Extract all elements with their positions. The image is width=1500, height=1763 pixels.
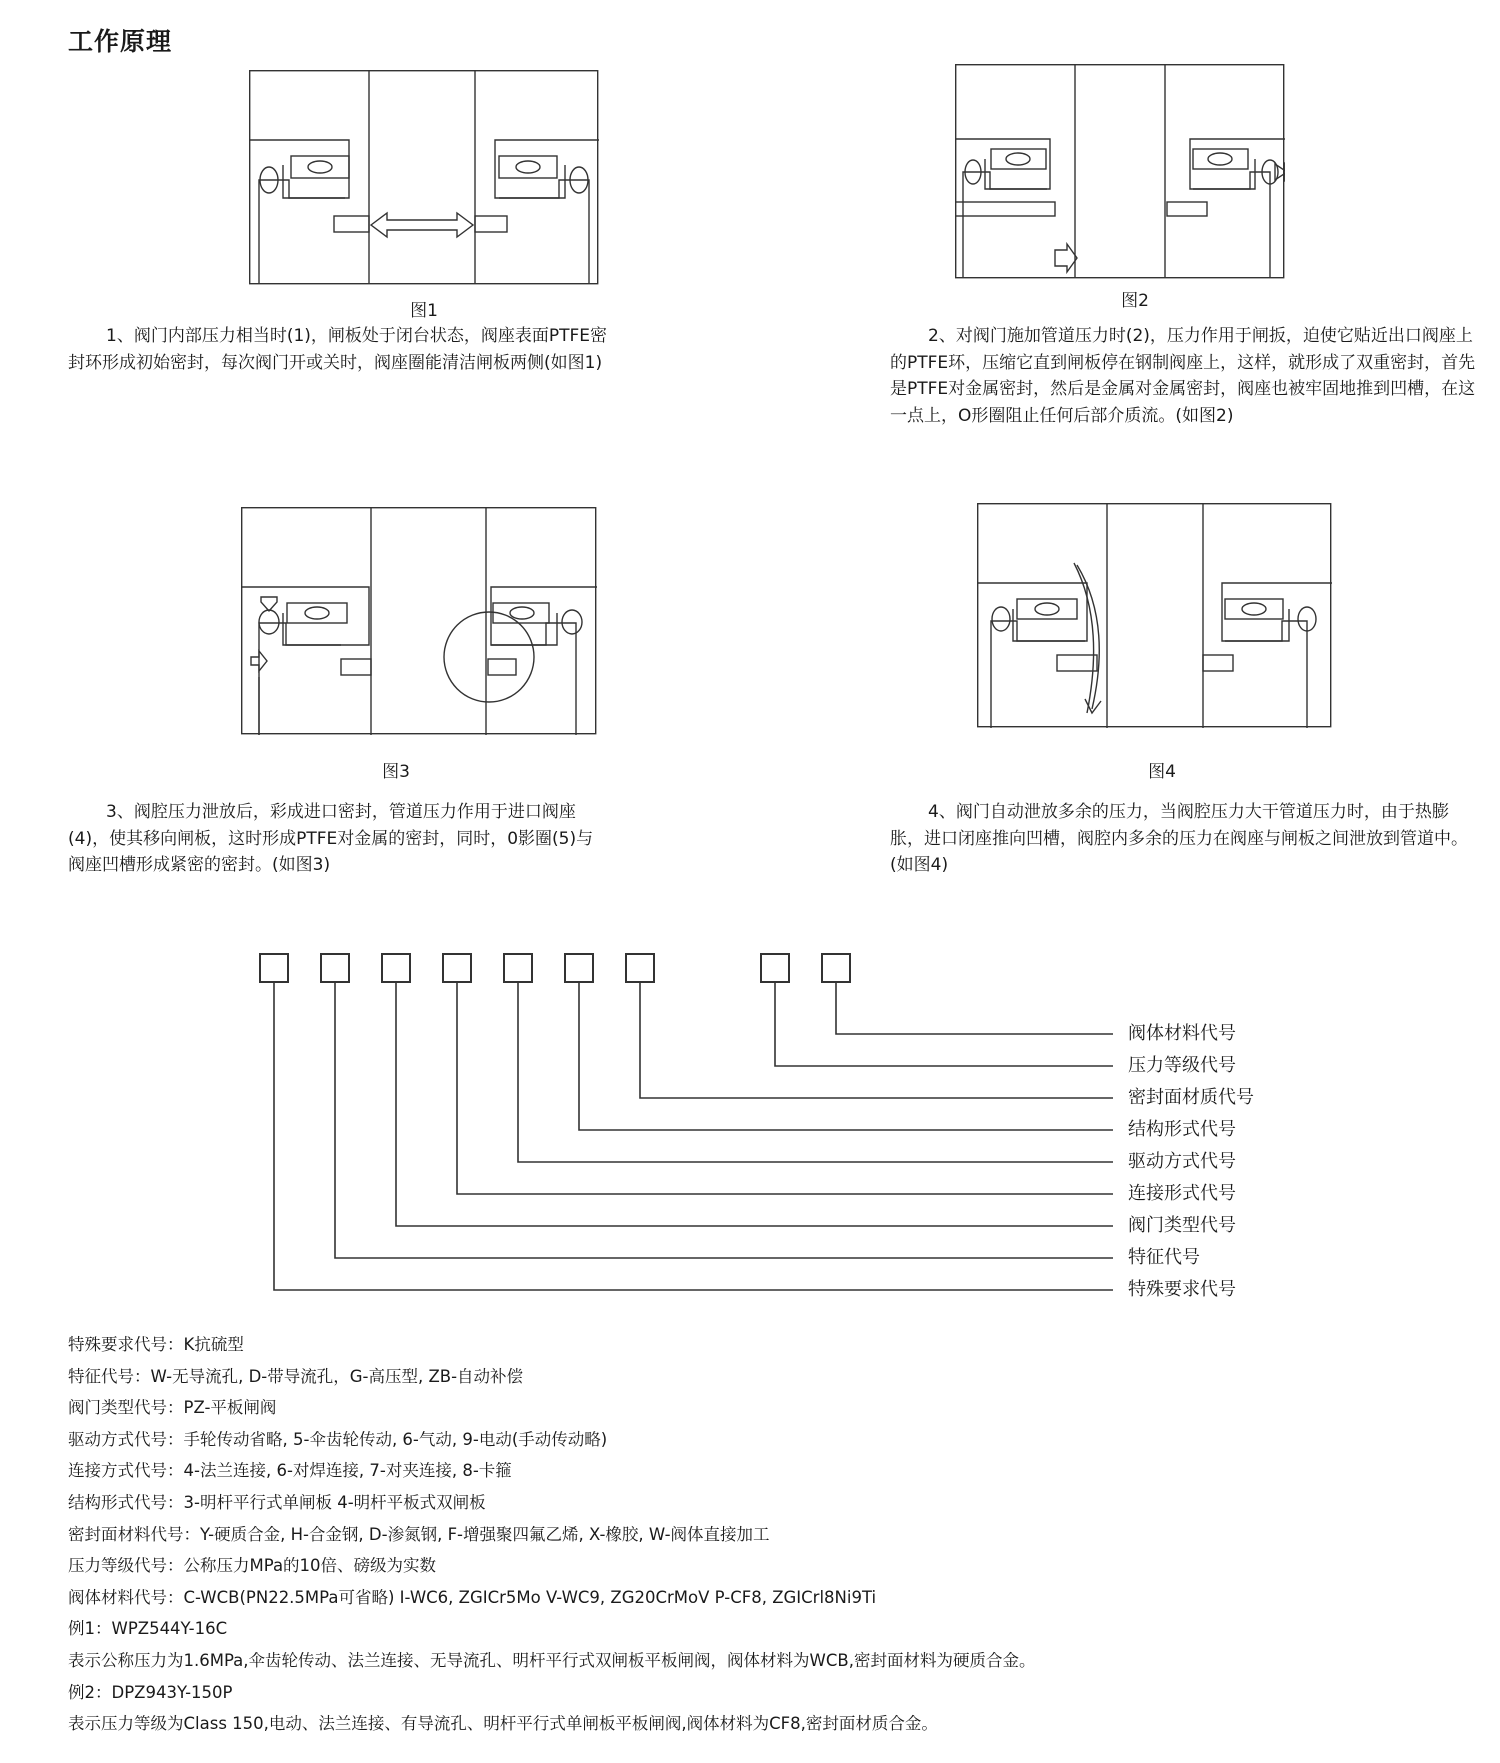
definition-line: 特征代号：W-无导流孔, D-带导流孔，G-高压型, ZB-自动补偿	[68, 1366, 524, 1386]
page-title: 工作原理	[68, 27, 173, 56]
definition-line: 阀体材料代号：C-WCB(PN22.5MPa可省略) I-WC6, ZGICr5Mo V-WC9, ZG20CrMoV P-CF8, ZGICrl8Ni9Ti	[68, 1587, 877, 1607]
figure-3-text-content: 3、阀腔压力泄放后，彩成进口密封，管道压力作用于进口阀座(4)，使其移向闸板，这时形成PTFE对金属的密封，同时，0影圈(5)与阀座凹槽形成紧密的密封。(如图3)	[68, 802, 594, 875]
example-1-code: 例1：WPZ544Y-16C	[68, 1619, 228, 1639]
code-label-body-material: 阀体材料代号	[1128, 1023, 1236, 1044]
example-2-text: 表示压力等级为Class 150,电动、法兰连接、有导流孔、明杆平行式单闸板平板闸阀,阀体材料为CF8,密封面材质合金。	[68, 1714, 938, 1734]
definition-line: 密封面材料代号：Y-硬质合金, H-合金钢, D-渗氮钢, F-增强聚四氟乙烯, X-橡胶, W-阀体直接加工	[68, 1524, 770, 1544]
figure-3-caption: 图3	[382, 762, 410, 782]
figure-2-caption: 图2	[1121, 291, 1149, 311]
code-label-seal-material: 密封面材质代号	[1128, 1087, 1254, 1108]
example-1-text: 表示公称压力为1.6MPa,伞齿轮传动、法兰连接、无导流孔、明杆平行式双闸板平板闸阀，阀体材料为WCB,密封面材料为硬质合金。	[68, 1650, 1036, 1670]
figure-2-text-content: 2、对阀门施加管道压力时(2)，压力作用于闸扳，迫使它贴近出口阀座上的PTFE环，压缩它直到闸板停在钢制阀座上，这样，就形成了双重密封，首先是PTFE对金属密封，然后是金属对金属密封，阀座也被牢固地推到凹槽，在这一点上，O形圈阻止任何后部介质流。(如图2)	[890, 326, 1476, 426]
definition-line: 阀门类型代号：PZ-平板闸阀	[68, 1398, 277, 1418]
definition-line: 结构形式代号：3-明杆平行式单闸板 4-明杆平板式双闸板	[68, 1492, 486, 1512]
definition-line: 压力等级代号：公称压力MPa的10倍、磅级为实数	[68, 1556, 437, 1576]
code-label-structure: 结构形式代号	[1128, 1119, 1236, 1140]
figure-4-caption: 图4	[1148, 762, 1176, 782]
figure-1-text-content: 1、阀门内部压力相当时(1)，闸板处于闭台状态，阀座表面PTFE密封环形成初始密封，每次阀门开或关时，阀座圈能清洁闸板两侧(如图1)	[68, 326, 608, 373]
definition-line: 特殊要求代号：K抗硫型	[68, 1335, 244, 1354]
code-label-connection: 连接形式代号	[1128, 1183, 1236, 1204]
code-label-drive: 驱动方式代号	[1128, 1151, 1236, 1172]
code-label-feature: 特征代号	[1128, 1247, 1200, 1268]
figure-1-caption: 图1	[410, 301, 438, 321]
example-2-code: 例2：DPZ943Y-150P	[68, 1682, 233, 1702]
definition-line: 连接方式代号：4-法兰连接, 6-对焊连接, 7-对夹连接, 8-卡箍	[68, 1461, 512, 1481]
code-label-valve-type: 阀门类型代号	[1128, 1215, 1236, 1236]
definition-line: 驱动方式代号：手轮传动省略, 5-伞齿轮传动, 6-气动, 9-电动(手动传动略)	[68, 1429, 608, 1449]
definitions-list	[68, 1329, 1035, 1740]
code-label-pressure-class: 压力等级代号	[1128, 1055, 1236, 1076]
figure-4-text-content: 4、阀门自动泄放多余的压力，当阀腔压力大干管道压力时，由于热膨胀，进口闭座推向凹槽，阀腔内多余的压力在阀座与闸板之间泄放到管道中。(如图4)	[890, 802, 1468, 875]
code-label-special: 特殊要求代号	[1128, 1279, 1236, 1300]
